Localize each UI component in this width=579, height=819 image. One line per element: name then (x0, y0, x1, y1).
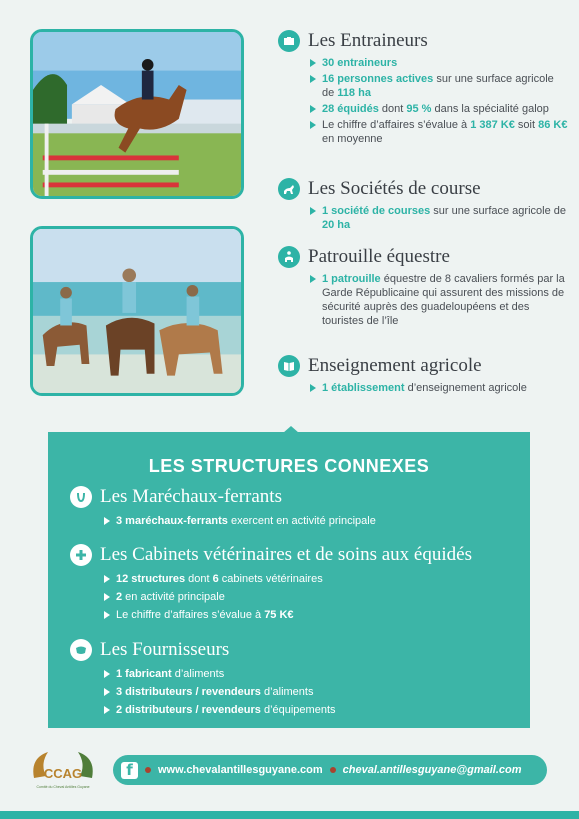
bottom-bar (0, 811, 579, 819)
svg-text:Comité du Cheval Antilles Guya: Comité du Cheval Antilles Guyane (36, 785, 90, 789)
website-link[interactable]: www.chevalantillesguyane.com (158, 764, 323, 776)
saddle-icon (70, 639, 92, 661)
separator-dot (330, 767, 336, 773)
section-enseignement (278, 355, 568, 397)
list-item: Le chiffre d’affaires s’évalue à 1 387 K€ soit 86 K€ en moyenne (310, 118, 568, 146)
list-item: 30 entraineurs (310, 56, 568, 70)
section-title: Les Maréchaux-ferrants (100, 486, 282, 507)
facebook-icon[interactable]: f (121, 762, 138, 779)
email-link[interactable]: cheval.antillesguyane@gmail.com (342, 764, 522, 776)
list-item: 16 personnes actives sur une surface agricole de 118 ha (310, 72, 568, 100)
horseshoe-icon (70, 486, 92, 508)
list-item: Le chiffre d’affaires s’évalue à 75 K€ (104, 608, 510, 622)
separator-dot (145, 767, 151, 773)
panel-title: LES STRUCTURES CONNEXES (148, 456, 430, 476)
list-item: 1 société de courses sur une surface agricole de 20 ha (310, 204, 568, 232)
section-title: Enseignement agricole (308, 355, 482, 376)
section-title: Patrouille équestre (308, 246, 450, 267)
list-item: 12 structures dont 6 cabinets vétérinaires (104, 572, 510, 586)
structures-connexes-panel (48, 432, 530, 728)
show-jumping-photo (30, 29, 244, 199)
section-cabinets (70, 544, 510, 626)
photo-icon (278, 30, 300, 52)
list-item: 1 établissement d’enseignement agricole (310, 381, 568, 395)
section-title: Les Sociétés de course (308, 178, 481, 199)
list-item: 2 distributeurs / revendeurs d’équipements (104, 703, 510, 717)
list-item: 3 distributeurs / revendeurs d’aliments (104, 685, 510, 699)
section-marechaux (70, 486, 510, 532)
ccag-logo (26, 748, 100, 796)
section-title: Les Entraineurs (308, 30, 428, 51)
racing-horse-icon (278, 178, 300, 200)
svg-text:CCAG: CCAG (43, 766, 83, 781)
list-item: 28 équidés dont 95 % dans la spécialité galop (310, 102, 568, 116)
list-item: 1 patrouille équestre de 8 cavaliers formés par la Garde Républicaine qui assurent des missions de sécurité auprès des guadeloupéens et des touristes de l’île (310, 272, 568, 328)
section-patrouille (278, 246, 568, 330)
rider-icon (278, 246, 300, 268)
section-title: Les Fournisseurs (100, 639, 230, 660)
section-societes (278, 178, 568, 234)
beach-patrol-photo (30, 226, 244, 396)
list-item: 2 en activité principale (104, 590, 510, 604)
list-item: 1 fabricant d’aliments (104, 667, 510, 681)
contact-bar (113, 755, 547, 785)
medical-cross-icon (70, 544, 92, 566)
section-title: Les Cabinets vétérinaires et de soins aux équidés (100, 544, 472, 565)
list-item: 3 maréchaux-ferrants exercent en activité principale (104, 514, 510, 528)
section-entraineurs (278, 30, 568, 148)
section-fournisseurs (70, 639, 510, 721)
book-icon (278, 355, 300, 377)
